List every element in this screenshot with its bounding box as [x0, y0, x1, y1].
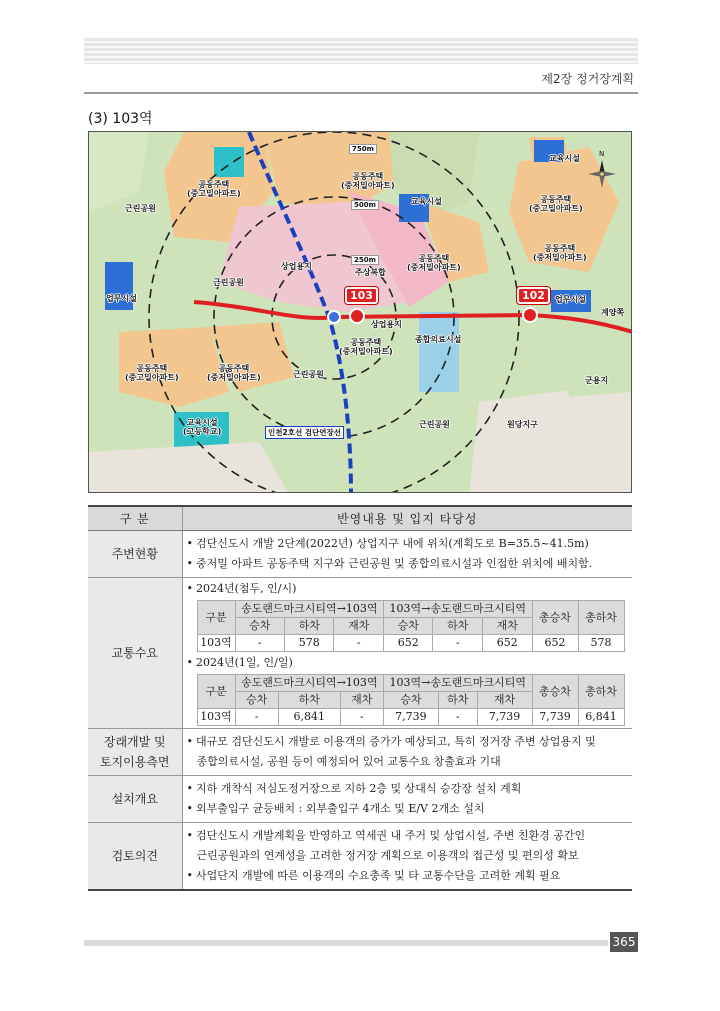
col-transfer: 재차: [340, 691, 383, 708]
continuation-line: 근린공원과의 연계성을 고려한 정거장 계획으로 이용객의 접근성 및 편의성 확보: [196, 848, 579, 862]
map-label-park: 근린공원: [125, 204, 156, 213]
header-stripes: [84, 38, 638, 64]
row-installation: [88, 775, 632, 822]
ring-label-750m: 750m: [349, 144, 377, 154]
table-row: [197, 708, 624, 725]
row-future-development: [88, 728, 632, 775]
header-rule: [84, 92, 638, 94]
map-label-housing: 공동주택 (중고밀아파트): [529, 195, 583, 213]
cell: -: [433, 634, 482, 651]
cell: 652: [383, 634, 432, 651]
cell: 7,739: [532, 708, 578, 725]
row-body: [182, 728, 632, 775]
compass-north-label: N: [599, 150, 605, 158]
row-label-line: 장래개발 및: [103, 734, 166, 749]
station-103-marker: 103: [345, 287, 378, 304]
col-board: 승차: [235, 617, 284, 634]
map-label-office: 업무시설: [555, 295, 586, 304]
line-label: 인천2호선 검단연장선: [265, 426, 344, 439]
col-dir2: 103역→송도랜드마크시티역: [383, 674, 532, 691]
col-dir2: 103역→송도랜드마크시티역: [383, 600, 532, 617]
col-dir1: 송도랜드마크시티역→103역: [235, 674, 383, 691]
compass-rose-icon: [587, 154, 617, 190]
map-label-commercial: 상업용지: [281, 262, 312, 271]
col-total-alight: 총하차: [578, 674, 624, 708]
col-board: 승차: [383, 617, 432, 634]
table-header-row: [88, 506, 632, 530]
map-label-education: 교육시설: [411, 197, 442, 206]
cell: -: [235, 634, 284, 651]
map-label-housing: 공동주택 (중저밀아파트): [533, 244, 587, 262]
row-label: [88, 728, 182, 775]
cell: 103역: [197, 634, 235, 651]
cell: -: [334, 634, 384, 651]
col-total-alight: 총하차: [578, 600, 624, 634]
bullet-line: • 중저밀 아파트 공동주택 지구와 근린공원 및 종합의료시설과 인접한 위치에 배치함.: [187, 554, 629, 574]
cell: 7,739: [477, 708, 532, 725]
bullet-line: • 검단신도시 개발 2단계(2022년) 상업지구 내에 위치(계획도로 B=35.5~41.5m): [187, 534, 629, 554]
map-label-park: 근린공원: [213, 278, 244, 287]
daily-demand-table: [197, 674, 625, 726]
row-label: 검토의견: [88, 822, 182, 890]
col-alight: 하차: [433, 617, 482, 634]
col-transfer: 재차: [477, 691, 532, 708]
col-transfer: 재차: [482, 617, 532, 634]
chapter-title: 제2장 정거장계획: [541, 72, 634, 86]
cell: -: [235, 708, 278, 725]
map-label-school: 교육시설 (고등학교): [183, 418, 222, 436]
row-label: 주변현황: [88, 530, 182, 577]
bullet-line: • 검단신도시 개발계획을 반영하고 역세권 내 주거 및 상업시설, 주변 친환경 공간인: [187, 826, 629, 846]
footer-bar: [84, 940, 608, 946]
cell: 6,841: [578, 708, 624, 725]
row-label-line: 토지이용측면: [99, 754, 170, 769]
row-current-status: [88, 530, 632, 577]
continuation-line: 종합의료시설, 공원 등이 예정되어 있어 교통수요 창출효과 기대: [196, 754, 501, 768]
map-label-mixed-use: 주상복합: [355, 268, 386, 277]
map-label-housing: 공동주택 (중저밀아파트): [407, 254, 461, 272]
col-alight: 하차: [438, 691, 477, 708]
col-total-board: 총승차: [532, 600, 578, 634]
header-content: 반영내용 및 입지 타당성: [182, 506, 632, 530]
ring-label-500m: 500m: [351, 200, 379, 210]
station-area-map: [88, 131, 632, 493]
cell: 652: [482, 634, 532, 651]
section-title: (3) 103역: [88, 111, 153, 127]
col-board: 승차: [235, 691, 278, 708]
map-label-housing: 공동주택 (중저밀아파트): [341, 172, 395, 190]
station-102-marker: 102: [517, 287, 550, 304]
map-label-hospital: 종합의료시설: [415, 335, 462, 344]
row-review-opinion: [88, 822, 632, 890]
map-label-military: 군용지: [585, 376, 609, 385]
row-body: [182, 530, 632, 577]
row-body: [182, 822, 632, 890]
cell: 578: [284, 634, 333, 651]
col-gubun: 구분: [197, 600, 235, 634]
cell: -: [438, 708, 477, 725]
map-label-housing: 공동주택 (중저밀아파트): [339, 338, 393, 356]
row-body: [182, 577, 632, 728]
col-dir1: 송도랜드마크시티역→103역: [235, 600, 383, 617]
peak-demand-table: [197, 600, 625, 652]
cell: 652: [532, 634, 578, 651]
bullet-line: • 대규모 검단신도시 개발로 이용객의 증가가 예상되고, 특히 정거장 주변 상업용지 및: [187, 732, 629, 752]
col-total-board: 총승차: [532, 674, 578, 708]
cell: 103역: [197, 708, 235, 725]
col-alight: 하차: [278, 691, 340, 708]
row-label: 설치개요: [88, 775, 182, 822]
map-label-office: 업무시설: [106, 294, 137, 303]
cell: 578: [578, 634, 624, 651]
map-label-park: 근린공원: [419, 420, 450, 429]
map-label-education: 교육시설: [549, 154, 580, 163]
col-gubun: 구분: [197, 674, 235, 708]
station-review-table: [88, 505, 632, 891]
cell: 7,739: [383, 708, 438, 725]
table-row: [197, 634, 624, 651]
bullet-line: • 외부출입구 균등배치 : 외부출입구 4개소 및 E/V 2개소 설치: [187, 799, 629, 819]
map-label-housing: 공동주택 (중고밀아파트): [187, 180, 241, 198]
cell: -: [340, 708, 383, 725]
col-transfer: 재차: [334, 617, 384, 634]
page-number: 365: [610, 932, 638, 952]
row-traffic-demand: [88, 577, 632, 728]
cell: 6,841: [278, 708, 340, 725]
bullet-line: • 지하 개착식 저심도정거장으로 지하 2층 및 상대식 승강장 설치 계획: [187, 779, 629, 799]
peak-title: • 2024년(첨두, 인/시): [187, 579, 629, 599]
map-label-district: 원당지구: [507, 420, 538, 429]
row-body: [182, 775, 632, 822]
ring-label-250m: 250m: [351, 255, 379, 265]
daily-title: • 2024년(1일, 인/일): [187, 653, 629, 673]
map-label-direction: 계양쪽: [601, 308, 625, 317]
map-label-park: 근린공원: [293, 370, 324, 379]
col-alight: 하차: [284, 617, 333, 634]
map-label-commercial: 상업용지: [371, 320, 402, 329]
bullet-line: • 사업단지 개발에 따른 이용객의 수요충족 및 타 교통수단을 고려한 계획 필요: [187, 866, 629, 886]
map-label-housing: 공동주택 (중저밀아파트): [207, 364, 261, 382]
row-label: 교통수요: [88, 577, 182, 728]
header-category: 구 분: [88, 506, 182, 530]
map-label-housing: 공동주택 (중고밀아파트): [125, 364, 179, 382]
col-board: 승차: [383, 691, 438, 708]
